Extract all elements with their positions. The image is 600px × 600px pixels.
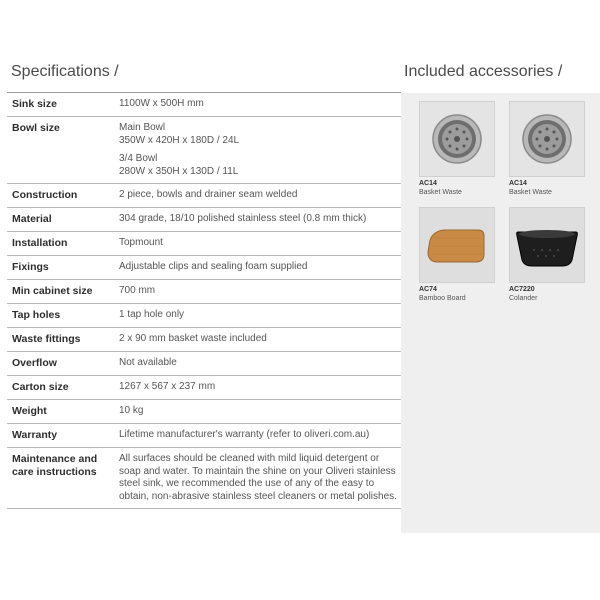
basket-waste-icon [419, 101, 495, 177]
spec-value [119, 189, 401, 202]
spec-row [7, 184, 401, 208]
spec-label: Tap holes [12, 309, 61, 321]
spec-value-line: 1 tap hole only [119, 309, 185, 320]
spec-row [7, 352, 401, 376]
bamboo-board-icon [419, 207, 495, 283]
accessories-panel [401, 93, 600, 533]
spec-value-line: 2 x 90 mm basket waste included [119, 333, 267, 344]
accessory-item [419, 207, 497, 303]
spec-row [7, 280, 401, 304]
specifications-table [7, 92, 401, 509]
spec-row [7, 117, 401, 184]
accessory-name: Colander [509, 295, 538, 302]
spec-value-line: 350W x 420H x 180D / 24L [119, 134, 240, 146]
spec-row [7, 424, 401, 448]
spec-value [119, 98, 401, 111]
spec-label: Min cabinet size [12, 285, 93, 297]
spec-label: Waste fittings [12, 333, 81, 345]
spec-value [119, 405, 401, 418]
spec-value-line: Topmount [119, 237, 163, 248]
spec-label: Bowl size [12, 122, 60, 134]
spec-label: Fixings [12, 261, 49, 273]
spec-value-line: 1267 x 567 x 237 mm [119, 381, 216, 392]
accessories-heading: Included accessories / [404, 63, 563, 80]
spec-value-line: All surfaces should be cleaned with mild liquid detergent or [119, 453, 380, 464]
spec-value-line: obtain, non-abrasive stainless steel cleaners or metal polishes. [119, 490, 397, 502]
spec-value [119, 333, 401, 346]
spec-value [119, 381, 401, 394]
spec-value [119, 429, 401, 442]
spec-row [7, 328, 401, 352]
accessory-name: Bamboo Board [419, 295, 466, 302]
accessory-item [509, 101, 587, 197]
spec-value-line: steel sink, we recommended the use of any of the easy to [119, 478, 375, 489]
spec-value-line: 304 grade, 18/10 polished stainless steel (0.8 mm thick) [119, 213, 367, 224]
accessory-name: Basket Waste [509, 189, 552, 196]
spec-row [7, 448, 401, 509]
spec-value-line: 10 kg [119, 405, 144, 416]
spec-value [119, 453, 401, 503]
spec-row [7, 93, 401, 117]
spec-row [7, 304, 401, 328]
spec-label: Construction [12, 189, 78, 201]
spec-value-line: 2 piece, bowls and drainer seam welded [119, 189, 298, 200]
accessory-code: AC14 [419, 180, 437, 187]
spec-value-line: 700 mm [119, 285, 156, 296]
spec-value-line: 1100W x 500H mm [119, 98, 204, 109]
spec-row [7, 376, 401, 400]
spec-value-line: Not available [119, 357, 177, 368]
spec-label: Weight [12, 405, 47, 417]
spec-value-line: Lifetime manufacturer's warranty (refer to oliveri.com.au) [119, 429, 370, 440]
spec-row [7, 208, 401, 232]
spec-label: Installation [12, 237, 68, 249]
spec-value [119, 122, 401, 178]
spec-label: Maintenance and care instructions [12, 453, 98, 478]
accessory-code: AC7220 [509, 286, 535, 293]
spec-value-line: 280W x 350H x 130D / 11L [119, 165, 239, 177]
spec-row [7, 232, 401, 256]
accessory-name: Basket Waste [419, 189, 462, 196]
spec-value-line: 3/4 Bowl [119, 153, 158, 164]
spec-label: Sink size [12, 98, 57, 110]
spec-value [119, 237, 401, 250]
spec-value-line: Adjustable clips and sealing foam supplied [119, 261, 308, 272]
accessory-item [509, 207, 587, 303]
spec-value [119, 309, 401, 322]
spec-value [119, 213, 401, 226]
accessory-item [419, 101, 497, 197]
specifications-heading: Specifications / [11, 63, 119, 80]
spec-value [119, 357, 401, 370]
spec-value-line: soap and water. To maintain the shine on your Oliveri stainless [119, 465, 396, 477]
spec-value [119, 285, 401, 298]
spec-label: Material [12, 213, 52, 225]
spec-row [7, 400, 401, 424]
colander-icon [509, 207, 585, 283]
spec-label: Warranty [12, 429, 58, 441]
accessory-code: AC14 [509, 180, 527, 187]
spec-label: Carton size [12, 381, 69, 393]
accessory-code: AC74 [419, 286, 437, 293]
basket-waste-icon [509, 101, 585, 177]
spec-value [119, 261, 401, 274]
spec-row [7, 256, 401, 280]
spec-label: Overflow [12, 357, 57, 369]
spec-value-line: Main Bowl [119, 122, 166, 133]
